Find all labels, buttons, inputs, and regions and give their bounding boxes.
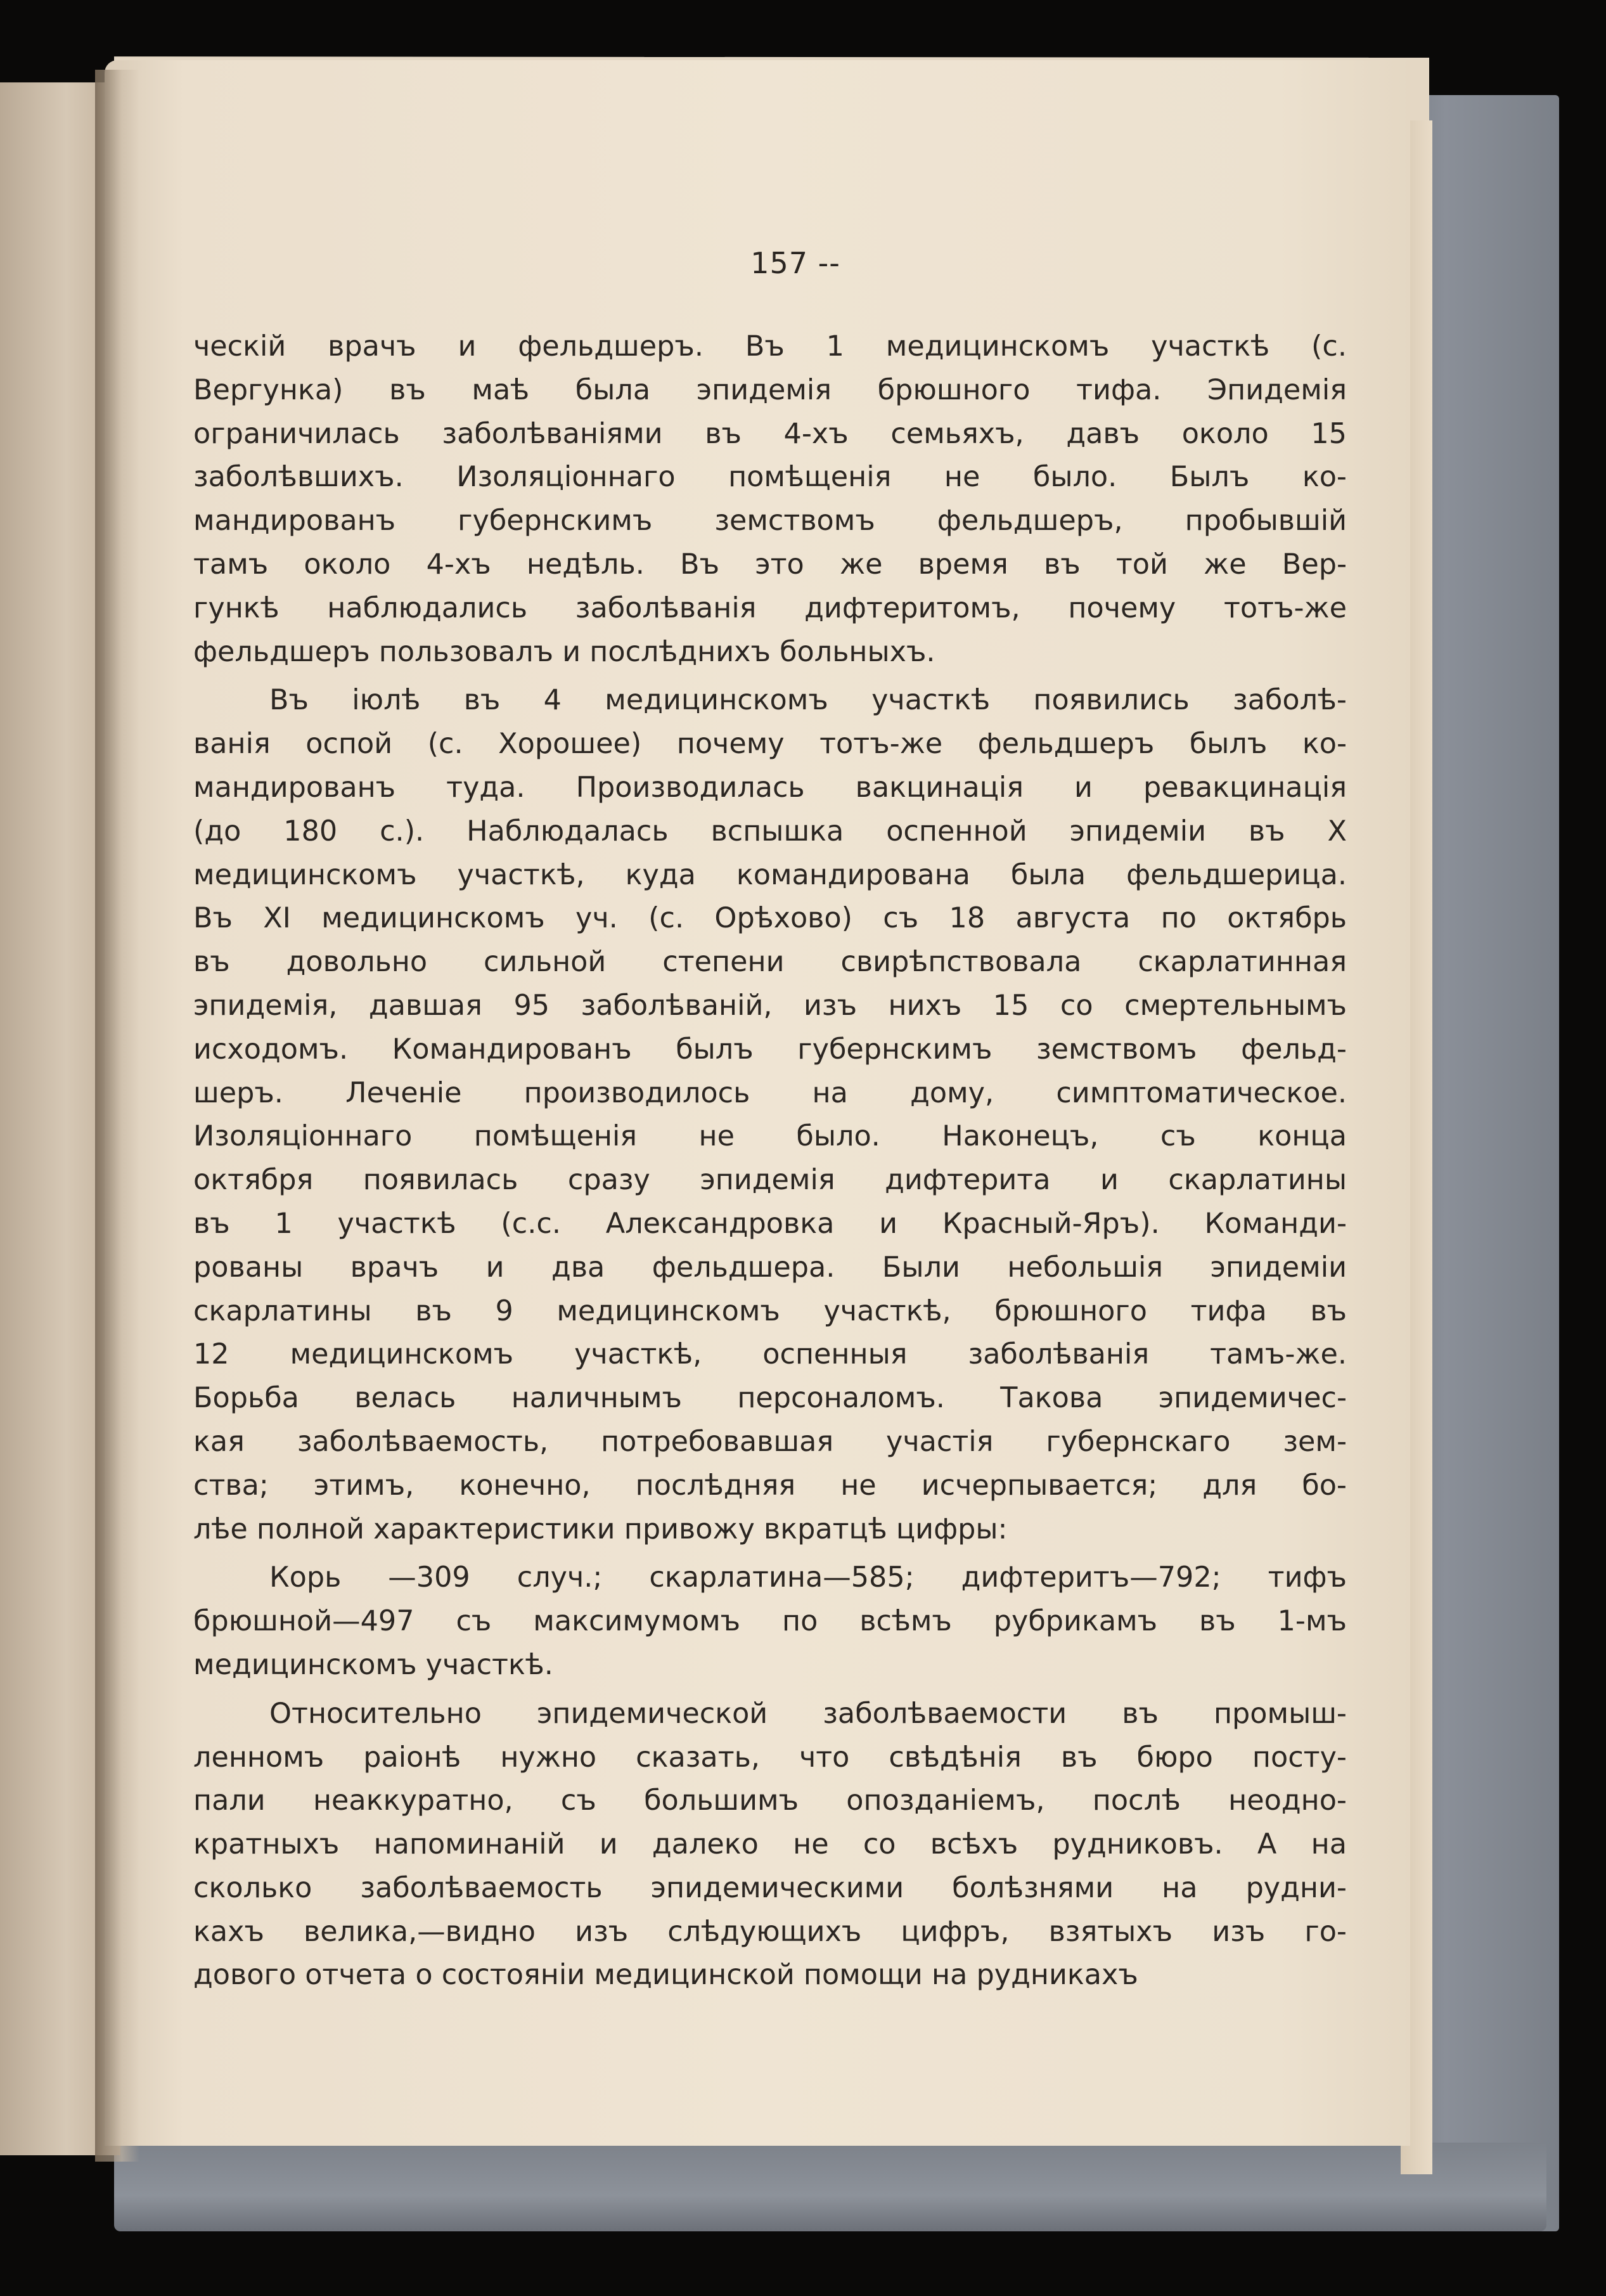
paragraph-gap <box>193 1551 1347 1556</box>
text-line: мандированъ туда. Производилась вакцинація и ревакцинація <box>193 771 1347 804</box>
text-line: лѣе полной характеристики привожу вкратцѣ цифры: <box>193 1512 1008 1545</box>
text-line: шеръ. Леченіе производилось на дому, симптоматическое. <box>193 1076 1347 1109</box>
text-line: медицинскомъ участкѣ. <box>193 1648 553 1681</box>
page-number: 157 -- <box>750 246 840 280</box>
paragraph-gap <box>193 1687 1347 1693</box>
text-line: 12 медицинскомъ участкѣ, оспенныя заболѣванія тамъ-же. <box>193 1338 1347 1371</box>
book-cover-bottom <box>114 2143 1546 2231</box>
book-gutter-shadow <box>95 70 139 2162</box>
text-line: фельдшеръ пользовалъ и послѣднихъ больныхъ. <box>193 635 935 668</box>
text-line: мандированъ губернскимъ земствомъ фельдшеръ, пробывшій <box>193 505 1347 538</box>
paragraph <box>193 1556 1347 1687</box>
text-line: пали неаккуратно, съ большимъ опозданіемъ, послѣ неодно- <box>193 1784 1347 1817</box>
page-text <box>193 231 1347 1997</box>
text-line: заболѣвшихъ. Изоляціоннаго помѣщенія не было. Былъ ко- <box>193 461 1347 494</box>
text-line: кратныхъ напоминаній и далеко не со всѣхъ рудниковъ. А на <box>193 1828 1347 1861</box>
text-line: Въ XI медицинскомъ уч. (с. Орѣхово) съ 18 августа по октябрь <box>193 902 1347 935</box>
text-line: Борьба велась наличнымъ персоналомъ. Такова эпидемичес- <box>193 1382 1347 1415</box>
text-line: гункѣ наблюдались заболѣванія дифтеритомъ, почему тотъ-же <box>193 591 1347 624</box>
text-line: Вергунка) въ маѣ была эпидемія брюшного тифа. Эпидемія <box>193 373 1347 406</box>
text-line: въ довольно сильной степени свирѣпствовала скарлатинная <box>193 946 1347 979</box>
text-line: Корь —309 случ.; скарлатина—585; дифтеритъ—792; тифъ <box>269 1561 1347 1594</box>
text-line: ограничилась заболѣваніями въ 4-хъ семьяхъ, давъ около 15 <box>193 417 1347 450</box>
text-line: Относительно эпидемической заболѣваемости въ промыш- <box>269 1697 1347 1730</box>
paragraph-gap <box>193 674 1347 679</box>
paragraph <box>193 679 1347 1551</box>
text-line: (до 180 с.). Наблюдалась вспышка оспенной эпидеміи въ X <box>193 815 1347 848</box>
text-line: исходомъ. Командированъ былъ губернскимъ земствомъ фельд- <box>193 1033 1347 1066</box>
text-line: брюшной—497 съ максимумомъ по всѣмъ рубрикамъ въ 1-мъ <box>193 1605 1347 1638</box>
text-line: дового отчета о состояніи медицинской помощи на рудникахъ <box>193 1959 1138 1992</box>
text-line: октября появилась сразу эпидемія дифтерита и скарлатины <box>193 1164 1347 1197</box>
text-line: ванія оспой (с. Хорошее) почему тотъ-же фельдшеръ былъ ко- <box>193 728 1347 761</box>
text-line: сколько заболѣваемость эпидемическими болѣзнями на рудни- <box>193 1871 1347 1904</box>
text-line: скарлатины въ 9 медицинскомъ участкѣ, брюшного тифа въ <box>193 1294 1347 1327</box>
text-line: ческій врачъ и фельдшеръ. Въ 1 медицинскомъ участкѣ (с. <box>193 330 1347 363</box>
paragraphs <box>193 325 1347 1997</box>
paragraph <box>193 1693 1347 1998</box>
text-line: въ 1 участкѣ (с.с. Александровка и Красный-Яръ). Команди- <box>193 1207 1347 1240</box>
text-line: Изоляціоннаго помѣщенія не было. Наконецъ, съ конца <box>193 1120 1347 1153</box>
paragraph <box>193 325 1347 674</box>
text-line: медицинскомъ участкѣ, куда командирована была фельдшерица. <box>193 858 1347 891</box>
text-line: кахъ велика,—видно изъ слѣдующихъ цифръ, взятыхъ изъ го- <box>193 1915 1347 1948</box>
text-line: рованы врачъ и два фельдшера. Были небольшія эпидеміи <box>193 1251 1347 1284</box>
text-line: кая заболѣваемость, потребовавшая участія губернскаго зем- <box>193 1425 1347 1458</box>
text-line: тамъ около 4-хъ недѣль. Въ это же время въ той же Вер- <box>193 548 1347 581</box>
text-line: Въ іюлѣ въ 4 медицинскомъ участкѣ появились заболѣ- <box>269 684 1347 717</box>
text-line: ства; этимъ, конечно, послѣдняя не исчерпывается; для бо- <box>193 1469 1347 1502</box>
text-line: ленномъ раіонѣ нужно сказать, что свѣдѣнія въ бюро посту- <box>193 1741 1347 1774</box>
book-page <box>105 60 1410 2146</box>
text-line: эпидемія, давшая 95 заболѣваній, изъ нихъ 15 со смертельнымъ <box>193 989 1347 1022</box>
